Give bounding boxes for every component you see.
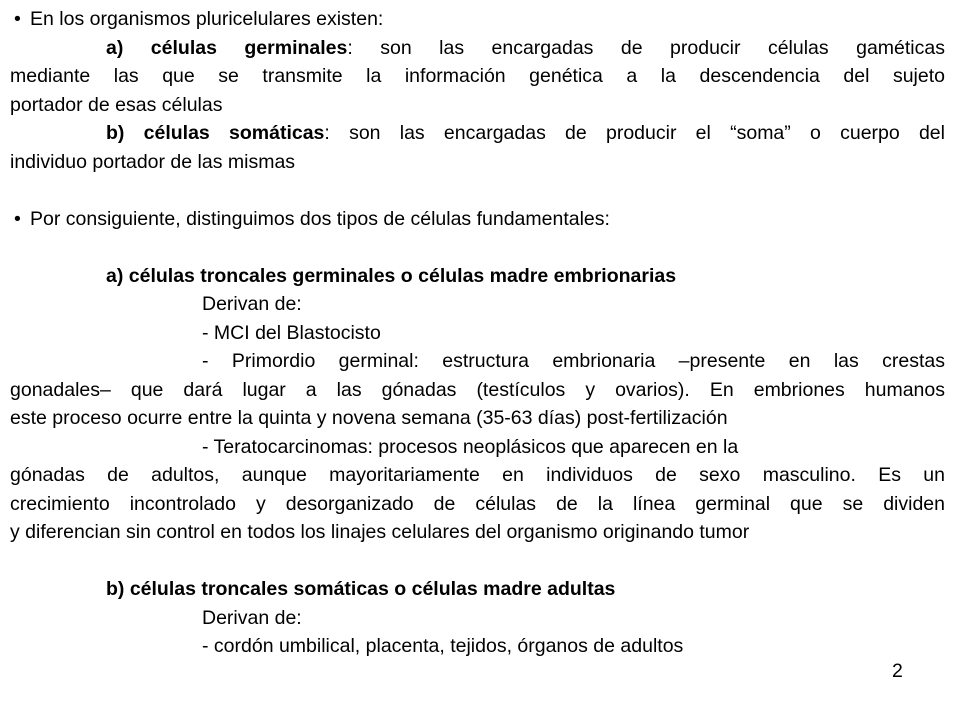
somatic-cells-text-1: : son las encargadas de producir el “soma” o cuerpo del — [324, 122, 945, 144]
spacer — [10, 176, 945, 205]
germinal-stem-item-primordio-1: - Primordio germinal: estructura embrionaria –presente en las crestas — [202, 350, 945, 372]
somatic-cells-line-2: individuo portador de las mismas — [10, 150, 296, 173]
intro-bullet-line — [10, 5, 945, 34]
germinal-cells-line-1 — [10, 34, 945, 63]
spacer — [10, 547, 945, 576]
germinal-cells-line-2: mediante las que se transmite la información genética a la descendencia del sujeto — [10, 65, 945, 87]
somatic-stem-derive-label: Derivan de: — [202, 606, 302, 629]
section2-text: Por consiguiente, distinguimos dos tipos de células fundamentales: — [30, 207, 610, 230]
somatic-cells-label: b) células somáticas — [106, 122, 325, 144]
somatic-stem-item-1: - cordón umbilical, placenta, tejidos, órganos de adultos — [202, 635, 684, 657]
germinal-stem-item-terato-4: y diferencian sin control en todos los linajes celulares del organismo originando tumor — [10, 521, 750, 543]
page-number: 2 — [892, 660, 903, 682]
germinal-stem-item-primordio-2: gonadales– que dará lugar a las gónadas (testículos y ovarios). En embriones humanos — [10, 378, 945, 401]
germinal-stem-item-primordio-3: este proceso ocurre entre la quinta y novena semana (35-63 días) post-fertilización — [10, 407, 728, 429]
germinal-stem-heading-text: a) células troncales germinales o células madre embrionarias — [106, 264, 677, 287]
germinal-stem-heading — [10, 262, 945, 291]
germinal-cells-text-1: : son las encargadas de producir células gaméticas — [347, 36, 945, 59]
germinal-stem-derive-label: Derivan de: — [202, 293, 302, 315]
germinal-stem-item-terato-1: - Teratocarcinomas: procesos neoplásicos que aparecen en la — [202, 435, 739, 458]
spacer — [10, 233, 945, 262]
slide-content — [10, 5, 945, 661]
germinal-stem-item-mci: - MCI del Blastocisto — [202, 321, 381, 344]
bullet-icon: • — [14, 207, 21, 230]
somatic-cells-line-1 — [10, 119, 945, 148]
germinal-stem-item-terato-2: gónadas de adultos, aunque mayoritariamente en individuos de sexo masculino. Es un — [10, 464, 945, 486]
germinal-cells-line-3: portador de esas células — [10, 93, 223, 116]
section2-bullet-line — [10, 205, 945, 234]
somatic-stem-heading-text: b) células troncales somáticas o células madre adultas — [106, 578, 616, 600]
somatic-stem-heading — [10, 575, 945, 604]
germinal-stem-item-terato-3: crecimiento incontrolado y desorganizado de células de la línea germinal que se dividen — [10, 492, 945, 515]
germinal-cells-label: a) células germinales — [106, 36, 348, 59]
bullet-icon: • — [14, 8, 21, 30]
intro-text: En los organismos pluricelulares existen: — [30, 8, 384, 30]
